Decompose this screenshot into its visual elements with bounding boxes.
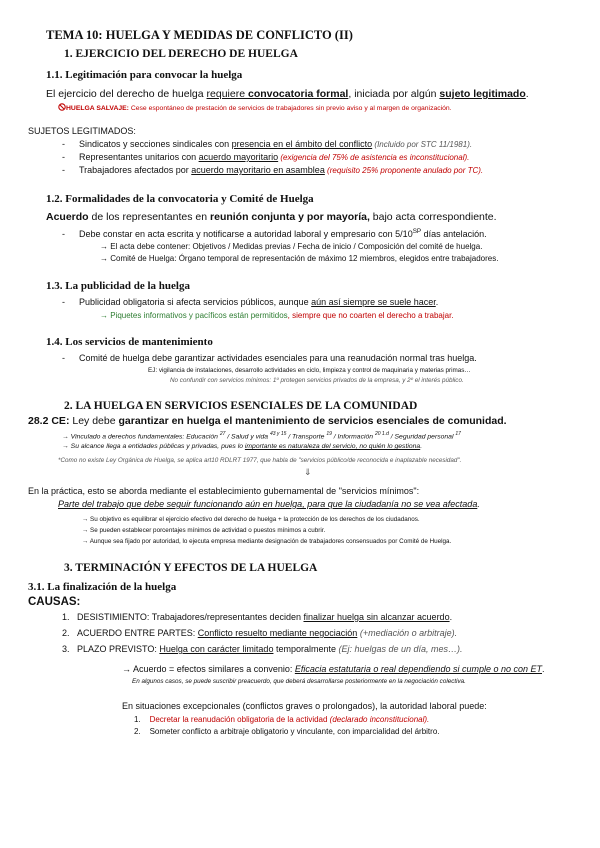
text: bajo acta correspondiente. xyxy=(369,211,497,223)
text: . xyxy=(420,443,423,450)
text: acuerdo mayoritario en asamblea xyxy=(191,165,325,175)
list-item-causa xyxy=(62,612,452,622)
list-item-publicidad: - Publicidad obligatoria si afecta servicios públicos, aunque aún así siempre se suele hacer. xyxy=(62,297,439,307)
text: 28.2 CE: xyxy=(28,415,70,427)
text: temporalmente xyxy=(273,644,339,654)
text: / Transporte xyxy=(286,433,327,441)
text: (Incluido por STC 11/1981). xyxy=(372,140,473,149)
text: 20 1.d xyxy=(374,431,389,437)
text: Representantes unitarios con xyxy=(79,152,199,162)
note-mantenimiento-ejemplo: EJ: vigilancia de instalaciones, desarrollo actividades en ciclo, limpieza y control de maquinaria y materias primas… xyxy=(148,367,471,374)
text: Someter conflicto a arbitraje obligatorio y vinculante, con imparcialidad del árbitro. xyxy=(149,727,440,736)
text: 1. xyxy=(62,612,70,622)
text: Educación xyxy=(186,433,220,441)
subsection-heading-1-3: 1.3. La publicidad de la huelga xyxy=(46,280,190,292)
text: 2. xyxy=(134,727,141,736)
note-servicios-minimos: → Su objetivo es equilibrar el ejercicio efectivo del derecho de huelga + la protección de los derechos de los ciudadanos. xyxy=(82,516,420,523)
text: sujeto legitimado xyxy=(439,88,526,100)
text: 3. xyxy=(62,644,70,654)
text: de los representantes en xyxy=(88,211,211,223)
document-title: TEMA 10: HUELGA Y MEDIDAS DE CONFLICTO (II) xyxy=(46,28,353,42)
note-servicios-minimos: → Se pueden establecer porcentajes mínimos de actividad o puestos mínimos a cubrir. xyxy=(82,527,326,534)
text: → Acuerdo = efectos similares a convenio: xyxy=(122,664,295,674)
text: Cese espontáneo de prestación de servicios de trabajadores sin previo aviso y al margen de organización. xyxy=(128,105,452,112)
text: 17 xyxy=(455,431,461,437)
text: , iniciada por algún xyxy=(348,88,440,100)
text: / Seguridad personal xyxy=(388,433,456,441)
text: / Información xyxy=(331,433,375,441)
down-arrow-icon: ⇓ xyxy=(304,467,312,477)
list-item-excepcional xyxy=(134,727,440,736)
text: (+mediación o arbitraje). xyxy=(357,628,458,638)
text: presencia en el ámbito del conflicto xyxy=(231,139,373,149)
text: 2. xyxy=(62,628,70,638)
note-piquetes xyxy=(100,311,454,320)
list-item-sujeto: - Sindicatos y secciones sindicales con presencia en el ámbito del conflicto (Incluido por STC 11/1981). xyxy=(62,139,473,149)
paragraph-acuerdo xyxy=(46,211,497,223)
text: (Ej: huelgas de un día, mes…). xyxy=(338,644,463,654)
text: finalizar huelga sin alcanzar acuerdo xyxy=(303,612,450,622)
paragraph-practica: En la práctica, esto se aborda mediante el establecimiento gubernamental de "servicios mínimos": xyxy=(28,486,420,496)
text: Huelga con carácter limitado xyxy=(159,644,274,654)
note-ley-organica: *Como no existe Ley Orgánica de Huelga, se aplica art10 RDLRT 1977, que habla de "servicios público/de reconocida e inaplazable necesidad". xyxy=(58,457,462,464)
sujetos-label: SUJETOS LEGITIMADOS: xyxy=(28,126,136,136)
text: ACUERDO ENTRE PARTES: xyxy=(77,628,198,638)
note-huelga-salvaje xyxy=(58,103,452,112)
text: Debe constar en acta escrita y notificarse a autoridad laboral y empresario con 5/10 xyxy=(79,229,413,239)
text: . xyxy=(525,88,529,100)
text: Decretar la reanudación obligatoria de la actividad xyxy=(149,715,330,724)
subsection-heading-3-1: 3.1. La finalización de la huelga xyxy=(28,581,177,593)
paragraph-servicios-minimos-def xyxy=(58,499,480,509)
text: aún así siempre se suele hacer xyxy=(311,297,436,307)
text: Publicidad obligatoria si afecta servicios públicos, aunque xyxy=(79,297,312,307)
text: Trabajadores afectados por xyxy=(79,165,192,175)
text: 27 xyxy=(219,431,226,437)
text: SP xyxy=(412,228,422,235)
subsection-heading-1-2: 1.2. Formalidades de la convocatoria y Comité de Huelga xyxy=(46,193,314,205)
section-heading-2: 2. LA HUELGA EN SERVICIOS ESENCIALES DE LA COMUNIDAD xyxy=(64,400,418,412)
text: Ley debe xyxy=(69,415,119,427)
causas-label: CAUSAS: xyxy=(28,596,81,608)
text: Comité de huelga debe garantizar actividades esenciales para una reanudación normal tras huelga. xyxy=(79,353,477,363)
text: 1. xyxy=(134,715,141,724)
text: . xyxy=(542,664,545,674)
list-item-excepcional xyxy=(134,715,429,724)
text: → Piquetes informativos y pacíficos están permitidos xyxy=(100,311,288,320)
text: Eficacia estatutaria o real dependiendo si cumple o no con ET xyxy=(294,664,542,674)
text: 19 xyxy=(326,431,332,437)
text: DESISTIMIENTO: Trabajadores/representantes deciden xyxy=(77,612,304,622)
note-derechos-fundamentales xyxy=(62,431,461,440)
text: → Vinculado a derechos fundamentales: xyxy=(62,433,187,441)
prohibited-icon xyxy=(58,103,66,111)
text: reunión conjunta y por mayoría, xyxy=(210,211,370,223)
text: El ejercicio del derecho de huelga xyxy=(46,88,207,100)
note-comite: → Comité de Huelga: Órgano temporal de representación de máximo 12 miembros, elegidos entre trabajadores. xyxy=(100,254,499,263)
text: Sindicatos y secciones sindicales con xyxy=(79,139,232,149)
list-item-sujeto: - Trabajadores afectados por acuerdo mayoritario en asamblea (requisito 25% proponente anulado por TC). xyxy=(62,165,484,175)
note-acuerdo-efectos xyxy=(122,664,545,674)
text: 43 y 15 xyxy=(269,431,287,437)
text: . xyxy=(435,297,439,307)
list-item-escrita: - Debe constar en acta escrita y notificarse a autoridad laboral y empresario con $5/10^{SP}$ días antelación. xyxy=(62,228,487,239)
text: (declarado inconstitucional). xyxy=(329,715,430,724)
list-item-sujeto: - Representantes unitarios con acuerdo mayoritario (exigencia del 75% de asistencia es inconstitucional). xyxy=(62,152,470,162)
paragraph-28-2-ce xyxy=(28,415,507,427)
text: importante es naturaleza del servicio, no quién lo gestiona xyxy=(244,443,421,450)
text: . xyxy=(449,612,453,622)
list-item-causa xyxy=(62,644,463,654)
section-heading-1: 1. EJERCICIO DEL DERECHO DE HUELGA xyxy=(64,48,298,60)
text: acuerdo mayoritario xyxy=(198,152,279,162)
text: días antelación. xyxy=(421,229,487,239)
text: , siempre que no coarten el derecho a trabajar. xyxy=(287,311,454,320)
text: Conflicto resuelto mediante negociación xyxy=(197,628,358,638)
subsection-heading-1-1: 1.1. Legitimación para convocar la huelga xyxy=(46,69,243,81)
text: (requisito 25% proponente anulado por TC). xyxy=(324,166,484,175)
note-acta: → El acta debe contener: Objetivos / Medidas previas / Fecha de inicio / Composición del comité de huelga. xyxy=(100,242,483,251)
note-alcance xyxy=(62,443,422,450)
text: → Su alcance llega a entidades públicas y privadas, pues lo xyxy=(62,443,245,450)
note-preacuerdo: En algunos casos, se puede suscribir preacuerdo, que deberá desarrollarse posteriormente en la negociación colectiva. xyxy=(132,678,466,685)
text: . xyxy=(477,499,480,509)
text: Acuerdo xyxy=(46,211,89,223)
text: convocatoria formal xyxy=(247,88,349,100)
paragraph-excepcionales: En situaciones excepcionales (conflictos graves o prolongados), la autoridad laboral puede: xyxy=(122,701,487,711)
text: Parte del trabajo que debe seguir funcionando aún en huelga, para que la ciudadanía no se vea afectada xyxy=(58,499,478,509)
note-mantenimiento-diferencia: No confundir con servicios mínimos: 1º protegen servicios privados de la empresa, y 2º el interés público. xyxy=(170,377,464,384)
text: (exigencia del 75% de asistencia es inconstitucional). xyxy=(278,153,470,162)
list-item-mantenimiento: - Comité de huelga debe garantizar actividades esenciales para una reanudación normal tras huelga. xyxy=(62,353,477,363)
text: PLAZO PREVISTO: xyxy=(77,644,160,654)
section-heading-3: 3. TERMINACIÓN Y EFECTOS DE LA HUELGA xyxy=(64,562,318,574)
text: requiere xyxy=(206,88,248,100)
list-item-causa xyxy=(62,628,457,638)
note-servicios-minimos: → Aunque sea fijado por autoridad, lo ejecuta empresa mediante designación de trabajadores consensuados por Comité de Huelga. xyxy=(82,538,452,545)
text: garantizar en huelga el mantenimiento de servicios esenciales de comunidad. xyxy=(118,415,507,427)
subsection-heading-1-4: 1.4. Los servicios de mantenimiento xyxy=(46,336,213,348)
text: HUELGA SALVAJE: xyxy=(66,105,129,112)
text: / Salud y vida xyxy=(225,433,270,441)
paragraph-legitimacion xyxy=(46,88,529,100)
